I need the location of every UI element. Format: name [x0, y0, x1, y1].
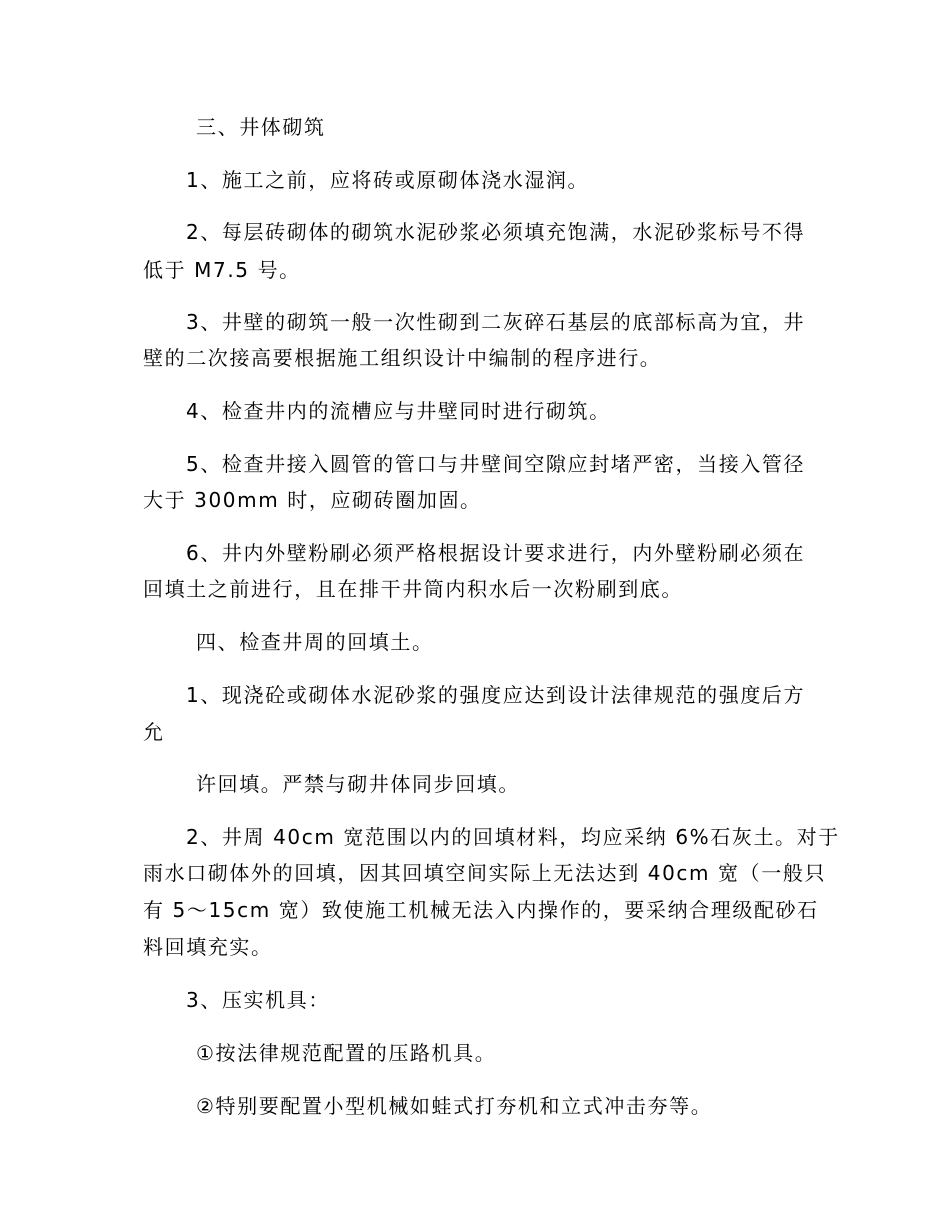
list-item: ②特别要配置小型机械如蛙式打夯机和立式冲击夯等。	[196, 1094, 713, 1118]
section-heading-backfill: 四、检查井周的回填土。	[196, 630, 434, 654]
paragraph-line: 1、现浇砼或砌体水泥砂浆的强度应达到设计法律规范的强度后方	[186, 683, 806, 707]
paragraph-line: 3、井壁的砌筑一般一次性砌到二灰碎石基层的底部标高为宜，井	[186, 310, 806, 334]
paragraph-line: 壁的二次接高要根据施工组织设计中编制的程序进行。	[143, 346, 662, 370]
paragraph-line: 有 5～15cm 宽）致使施工机械无法入内操作的，要采纳合理级配砂石	[143, 898, 819, 922]
paragraph-line: 2、井周 40cm 宽范围以内的回填材料，均应采纳 6%石灰土。对于	[186, 825, 840, 849]
paragraph-line: 低于 M7.5 号。	[143, 258, 301, 282]
paragraph-line: 允	[143, 720, 165, 744]
paragraph-line: 6、井内外壁粉刷必须严格根据设计要求进行，内外壁粉刷必须在	[186, 541, 806, 565]
paragraph-line: 4、检查井内的流槽应与井壁同时进行砌筑。	[186, 399, 611, 423]
paragraph-line: 料回填充实。	[143, 935, 273, 959]
paragraph-line: 大于 300mm 时，应砌砖圈加固。	[143, 488, 482, 512]
paragraph-line: 许回填。严禁与砌井体同步回填。	[196, 772, 520, 796]
list-item: ①按法律规范配置的压路机具。	[196, 1041, 497, 1065]
paragraph-line: 3、压实机具：	[186, 988, 330, 1012]
section-heading-masonry: 三、井体砌筑	[196, 115, 326, 139]
paragraph-line: 2、每层砖砌体的砌筑水泥砂浆必须填充饱满，水泥砂浆标号不得	[186, 220, 806, 244]
paragraph-line: 回填土之前进行，且在排干井筒内积水后一次粉刷到底。	[143, 577, 683, 601]
paragraph-line: 5、检查井接入圆管的管口与井壁间空隙应封堵严密，当接入管径	[186, 452, 806, 476]
paragraph-line: 1、施工之前，应将砖或原砌体浇水湿润。	[186, 168, 590, 192]
paragraph-line: 雨水口砌体外的回填，因其回填空间实际上无法达到 40cm 宽（一般只	[143, 861, 827, 885]
